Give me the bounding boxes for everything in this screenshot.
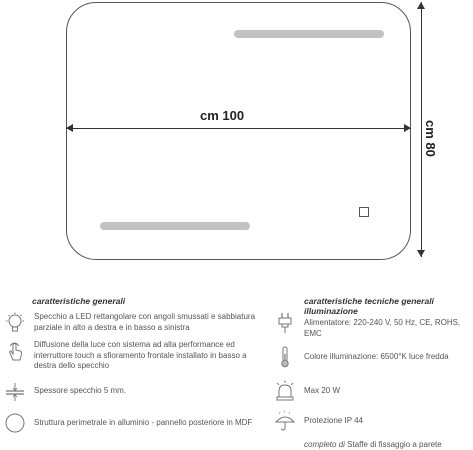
thermometer-icon — [274, 346, 296, 368]
bulb-icon — [4, 312, 26, 334]
accessory-note-prefix: completo di — [304, 440, 345, 449]
lamp-icon — [274, 380, 296, 402]
height-dimension-line — [421, 2, 422, 257]
feature-text: Spessore specchio 5 mm. — [34, 386, 127, 395]
feature-item — [274, 312, 473, 339]
feature-item — [274, 380, 473, 402]
thickness-icon — [4, 380, 26, 402]
width-dimension-line — [66, 128, 411, 129]
height-label: cm 80 — [423, 120, 438, 157]
technical-title: caratteristiche tecniche generali illuminazione — [304, 296, 434, 316]
led-strip-top — [234, 30, 384, 38]
umbrella-icon — [274, 410, 296, 432]
arrow-right-icon — [404, 124, 411, 132]
feature-text: Struttura perimetrale in alluminio - pannello posteriore in MDF — [34, 418, 253, 427]
feature-text: Specchio a LED rettangolare con angoli smussati e sabbiatura parziale in alto a destra e in basso a sinistra — [34, 312, 256, 332]
accessory-note — [304, 440, 442, 449]
touch-switch — [359, 207, 369, 217]
plug-icon — [274, 312, 296, 334]
feature-item — [4, 340, 266, 372]
feature-text: Protezione IP 44 — [304, 416, 364, 425]
arrow-down-icon — [417, 250, 425, 257]
accessory-note-text: Staffe di fissaggio a parete — [344, 440, 442, 449]
feature-item — [4, 312, 266, 334]
touch-hand-icon — [4, 340, 26, 362]
feature-text: Max 20 W — [304, 386, 341, 395]
feature-item — [4, 412, 266, 434]
feature-text: Colore illuminazione: 6500°K luce fredda — [304, 352, 449, 361]
arrow-up-icon — [417, 2, 425, 9]
feature-item — [274, 410, 473, 432]
feature-text: Diffusione della luce con sistema ad alta performance ed interruttore touch a sfioramento frontale installato in basso a destra dello specchio — [34, 340, 247, 370]
led-strip-bottom — [100, 222, 250, 230]
frame-icon — [4, 412, 26, 434]
arrow-left-icon — [66, 124, 73, 132]
feature-text: Alimentatore: 220-240 V, 50 Hz, CE, ROHS, EMC — [304, 318, 461, 338]
width-label: cm 100 — [200, 108, 245, 123]
general-title: caratteristiche generali — [32, 296, 126, 306]
feature-item — [4, 380, 266, 402]
feature-item — [274, 346, 473, 368]
